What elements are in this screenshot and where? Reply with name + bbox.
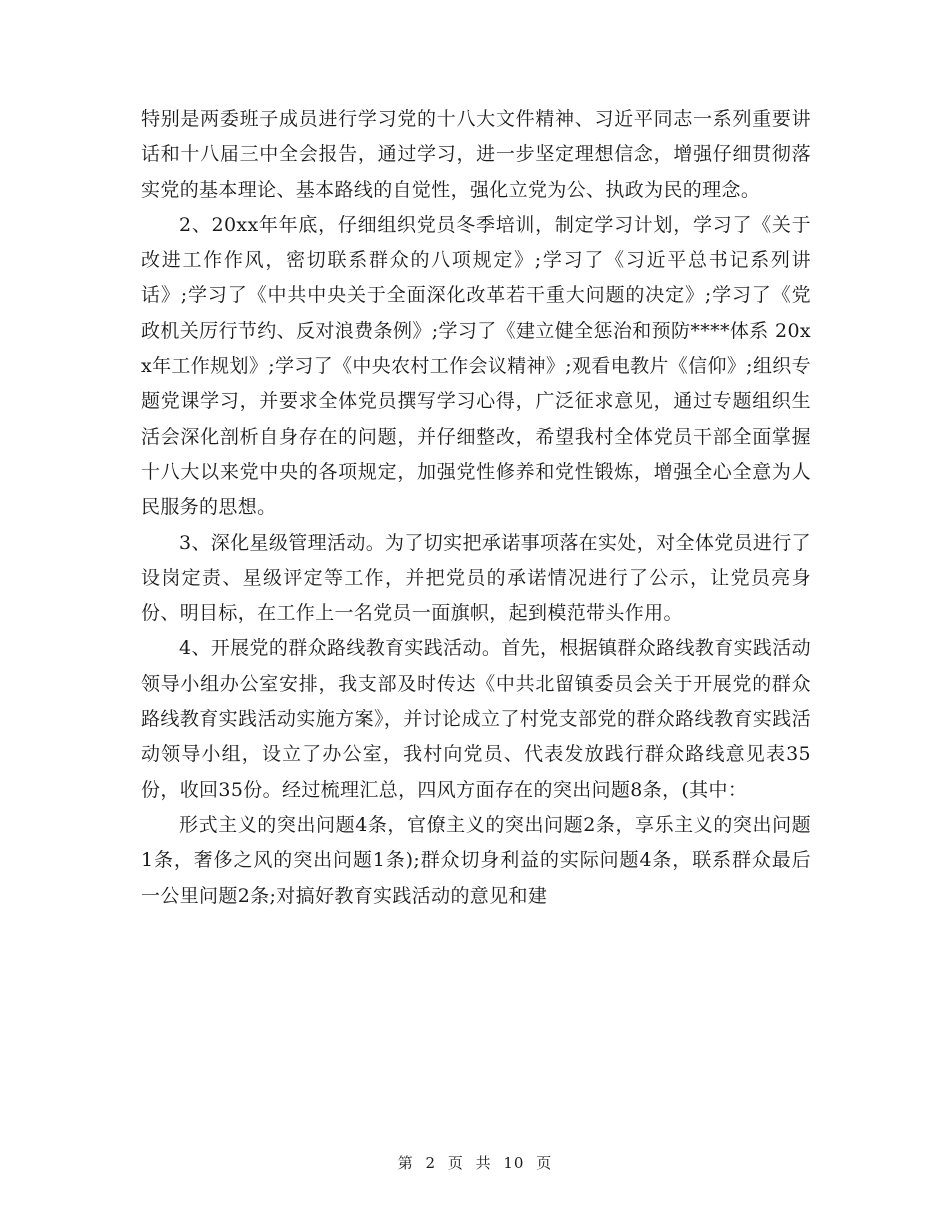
paragraph-item-4: 4、开展党的群众路线教育实践活动。首先，根据镇群众路线教育实践活动领导小组办公室安排，我支部及时传达《中共北留镇委员会关于开展党的群众路线教育实践活动实施方案》，并讨论成立了村党支部党的群众路线教育实践活动领导小组，设立了办公室，我村向党员、代表发放践行群众路线意见表35份，收回35份。经过梳理汇总，四风方面存在的突出问题8条，(其中： [141,637,811,801]
document-body [141,102,811,914]
page-number-footer: 第 2 页 共 10 页 [397,1154,553,1172]
paragraph-item-4-detail: 形式主义的突出问题4条，官僚主义的突出问题2条，享乐主义的突出问题1条，奢侈之风的突出问题1条);群众切身利益的实际问题4条，联系群众最后一公里问题2条;对搞好教育实践活动的意见和建 [141,813,811,907]
paragraph-item-2: 2、20xx年年底，仔细组织党员冬季培训，制定学习计划，学习了《关于改进工作作风，密切联系群众的八项规定》;学习了《习近平总书记系列讲话》;学习了《中共中央关于全面深化改革若干重大问题的决定》;学习了《党政机关厉行节约、反对浪费条例》;学习了《建立健全惩治和预防****体系 20xx年工作规划》;学习了《中央农村工作会议精神》;观看电教片《信仰》;组织专题党课学习，并要求全体党员撰写学习心得，广泛征求意见，通过专题组织生活会深化剖析自身存在的问题，并仔细整改，希望我村全体党员干部全面掌握十八大以来党中央的各项规定，加强党性修养和党性锻炼，增强全心全意为人民服务的思想。 [141,213,811,519]
paragraph-item-3: 3、深化星级管理活动。为了切实把承诺事项落在实处，对全体党员进行了设岗定责、星级评定等工作，并把党员的承诺情况进行了公示，让党员亮身份、明目标，在工作上一名党员一面旗帜，起到模范带头作用。 [141,531,811,625]
paragraph-continuation: 特别是两委班子成员进行学习党的十八大文件精神、习近平同志一系列重要讲话和十八届三中全会报告，通过学习，进一步坚定理想信念，增强仔细贯彻落实党的基本理论、基本路线的自觉性，强化立党为公、执政为民的理念。 [141,108,811,201]
